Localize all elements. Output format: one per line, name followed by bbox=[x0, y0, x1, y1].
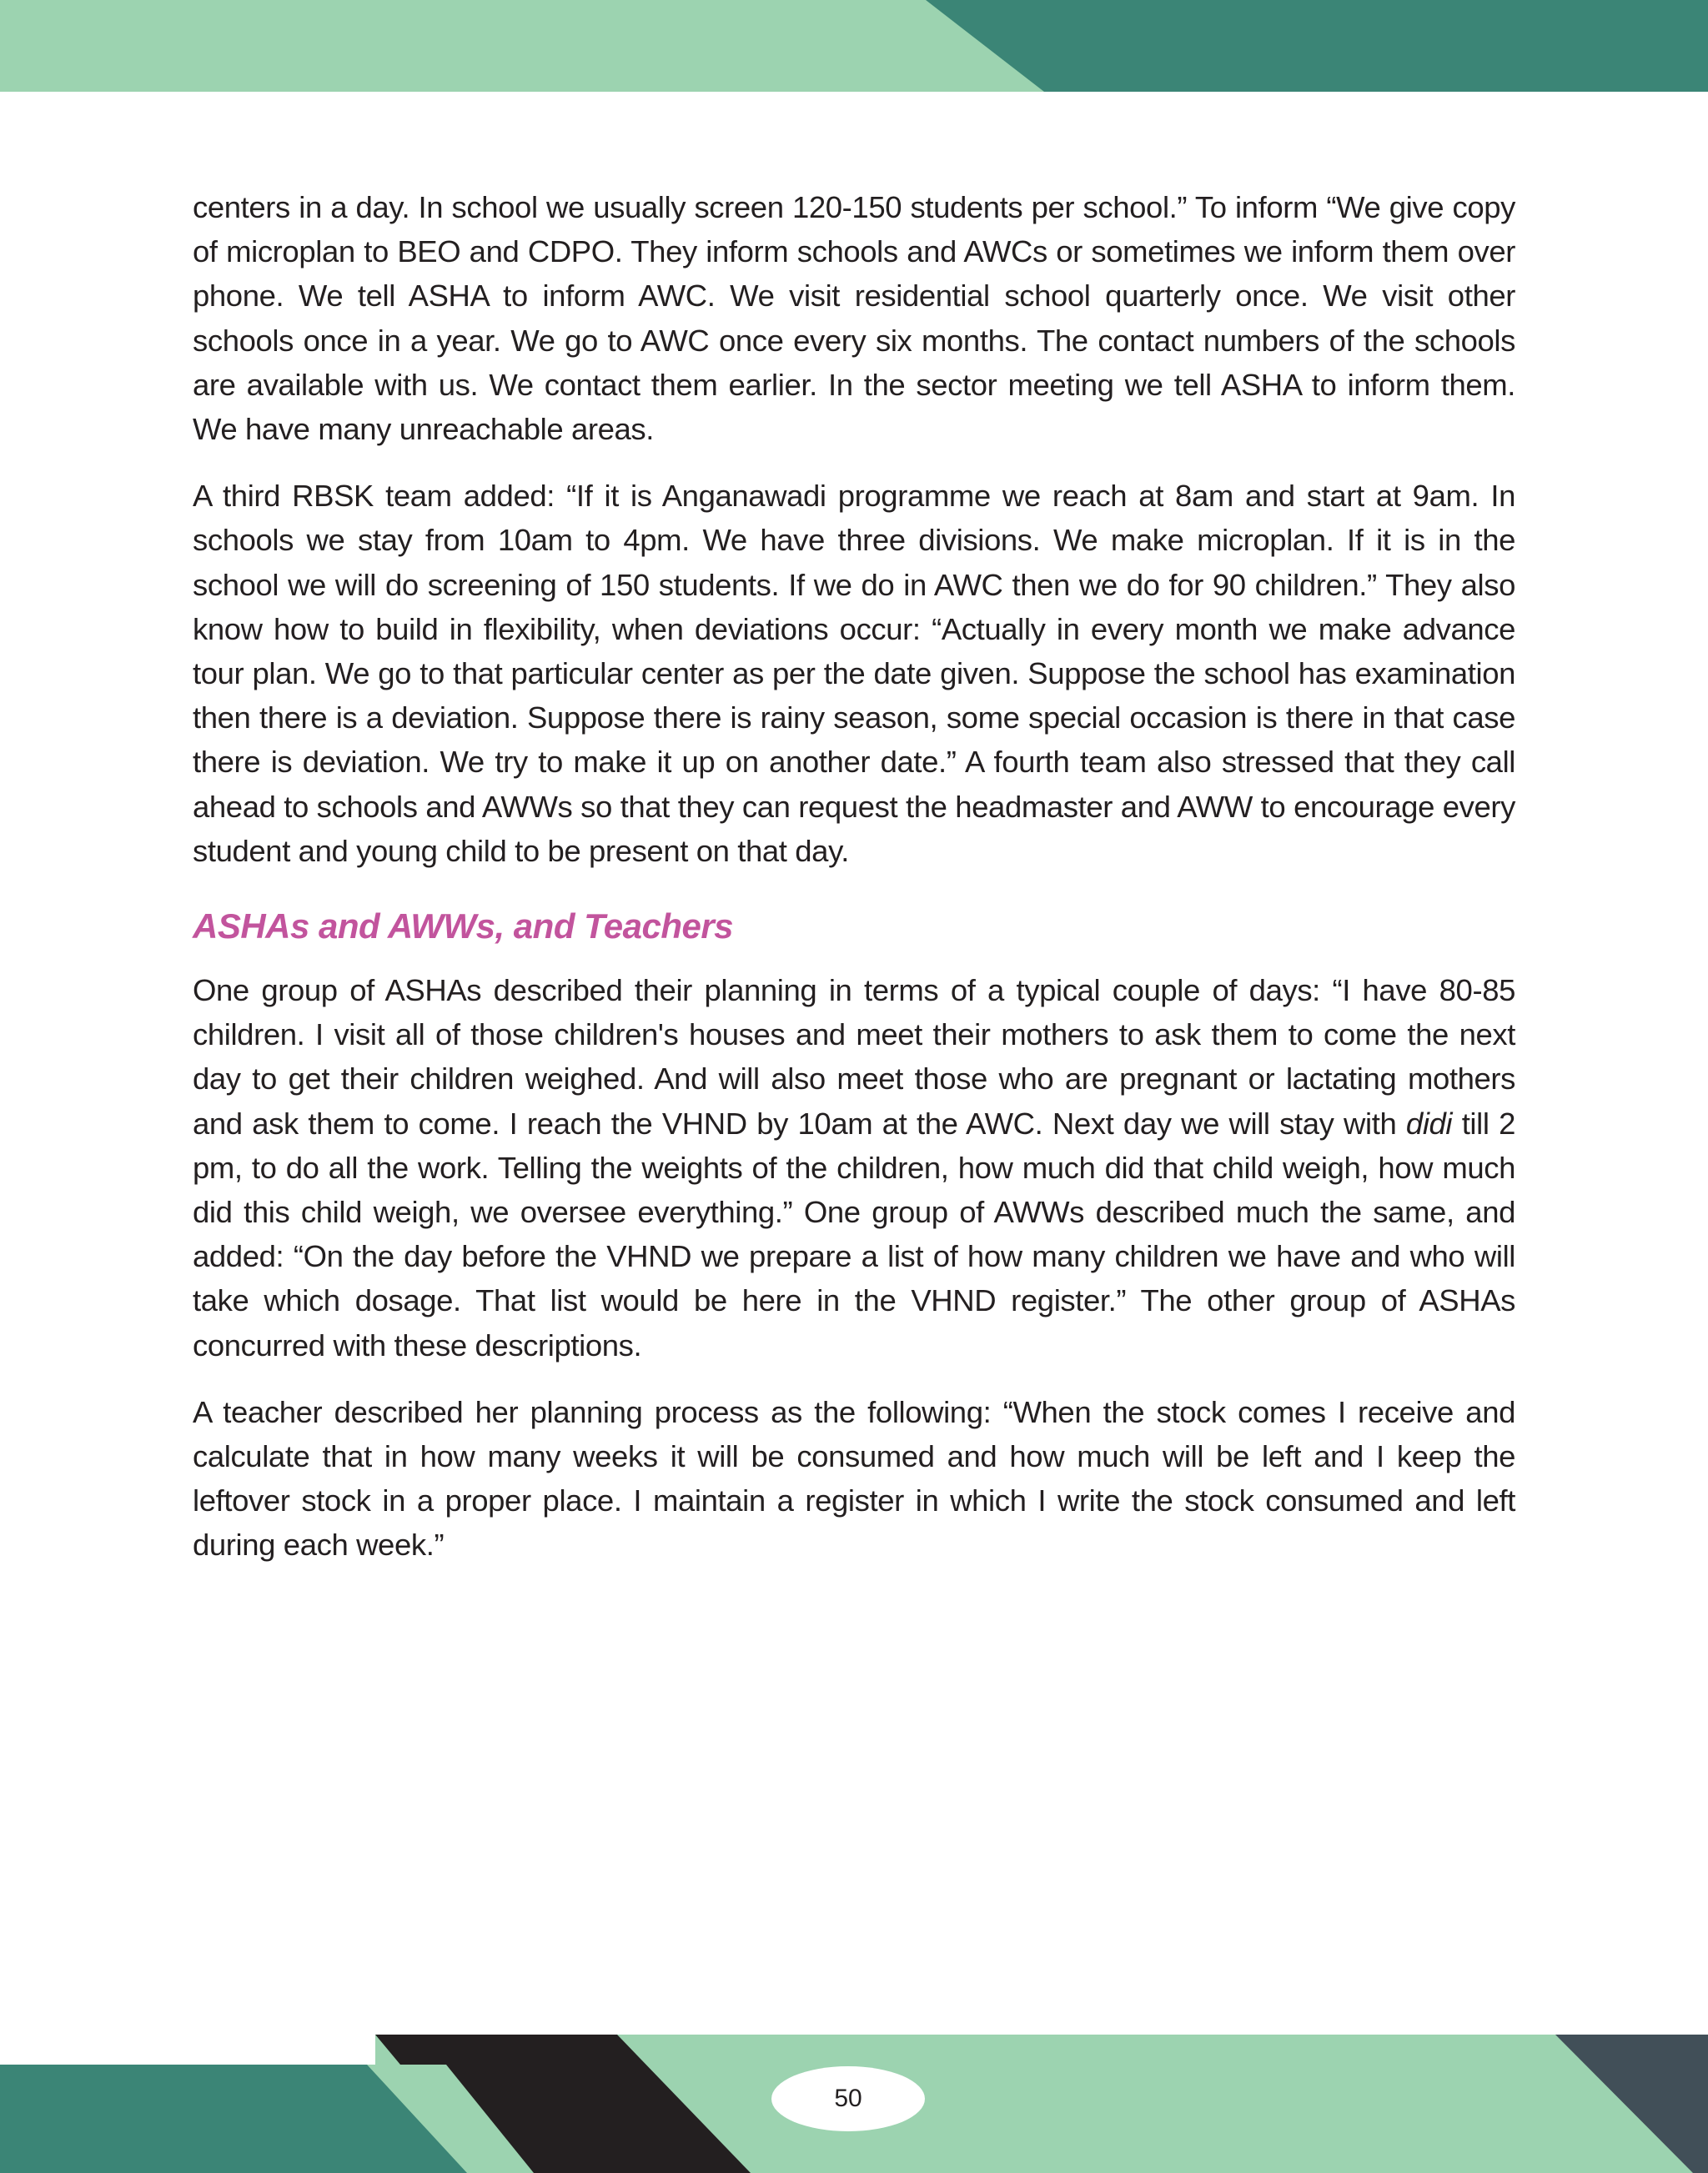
paragraph-ashas-planning-part2: till 2 pm, to do all the work. Telling the weights of the children, how much did that child weigh, how much did this child weigh, we oversee everything.” One group of AWWs described much the same, and added: “On the day before the VHND we prepare a list of how many children we have and who will take which dosage. That list would be here in the VHND register.” The other group of ASHAs concurred with these descriptions. bbox=[193, 1106, 1516, 1363]
paragraph-teacher-planning: A teacher described her planning process as the following: “When the stock comes I receive and calculate that in how many weeks it will be consumed and how much will be left and I keep the leftover stock in a proper place. I maintain a register in which I write the stock consumed and left during each week.” bbox=[193, 1394, 1515, 1563]
paragraph-third-rbsk-team: A third RBSK team added: “If it is Anganawadi programme we reach at 8am and start at 9am. In schools we stay from 10am to 4pm. We have three divisions. We make microplan. If it is in the school we will do screening of 150 students. If we do in AWC then we do for 90 children.” They also know how to build in flexibility, when deviations occur: “Actually in every month we make advance tour plan. We go to that particular center as per the date given. Suppose the school has examination then there is a deviation. Suppose there is rainy season, some special occasion is there in that case there is deviation. We try to make it up on another date.” A fourth team also stressed that they call ahead to schools and AWWs so that they can request the headmaster and AWW to encourage every student and young child to be present on that day. bbox=[193, 479, 1515, 868]
footer-white-gap bbox=[0, 2035, 375, 2065]
paragraph-ashas-planning-part1: One group of ASHAs described their planning in terms of a typical couple of days: “I have 80-85 children. I visit all of those children's houses and meet their mothers to ask them to come the next day to get their children weighed. And will also meet those who are pregnant or lactating mothers and ask them to come. I reach the VHND by 10am at the AWC. Next day we will stay with bbox=[193, 973, 1515, 1141]
header-decoration bbox=[0, 0, 1708, 93]
paragraph-ashas-planning-italic: didi bbox=[1405, 1106, 1453, 1141]
page-number: 50 bbox=[834, 2085, 862, 2112]
header-dark-band bbox=[926, 0, 1708, 92]
main-content bbox=[193, 185, 1515, 1590]
page-number-badge bbox=[771, 2066, 925, 2131]
paragraph-rbsk-schedule: centers in a day. In school we usually screen 120-150 students per school.” To inform “We give copy of microplan to BEO and CDPO. They inform schools and AWCs or sometimes we inform them over phone. We tell ASHA to inform AWC. We visit residential school quarterly once. We visit other schools once in a year. We go to AWC once every six months. The contact numbers of the schools are available with us. We contact them earlier. In the sector meeting we tell ASHA to inform them. We have many unreachable areas. bbox=[193, 190, 1515, 447]
paragraph-ashas-planning bbox=[193, 968, 1515, 1368]
section-heading: ASHAs and AWWs, and Teachers bbox=[193, 906, 734, 946]
